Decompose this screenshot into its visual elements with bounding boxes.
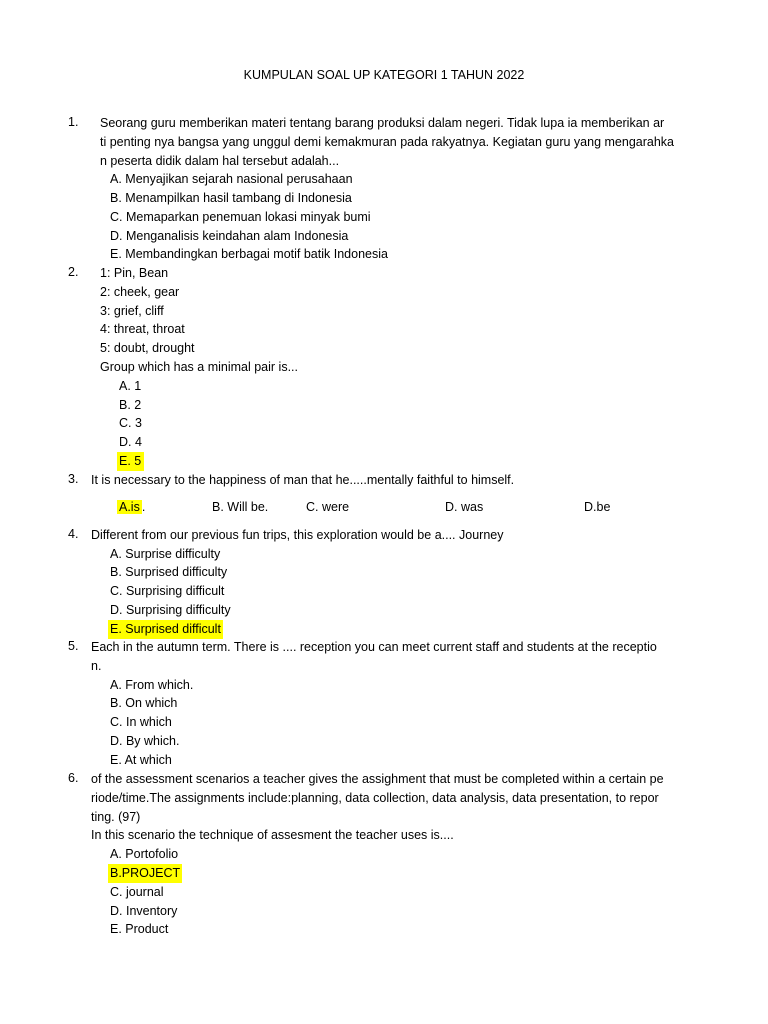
question-text-line: 4: threat, throat (100, 322, 185, 336)
option-e: E. Product (110, 922, 169, 936)
option-e: E. At which (110, 753, 172, 767)
option-a: A. From which. (110, 678, 194, 692)
option-d: D. Surprising difficulty (110, 603, 231, 617)
option-b: B. Surprised difficulty (110, 565, 228, 579)
question-number: 6. (68, 771, 79, 785)
option-a (117, 498, 145, 517)
question-number: 2. (68, 265, 79, 279)
question-text-line: Each in the autumn term. There is .... reception you can meet current staff and students at the receptio (91, 640, 657, 654)
option-a: A. Surprise difficulty (110, 547, 221, 561)
option-d: D. By which. (110, 734, 180, 748)
question-text-line: Different from our previous fun trips, this exploration would be a.... Journey (91, 528, 504, 542)
question-text-line: 1: Pin, Bean (100, 266, 169, 280)
question-number: 5. (68, 639, 79, 653)
question-number: 4. (68, 527, 79, 541)
question-text-line: In this scenario the technique of assesment the teacher uses is.... (91, 828, 454, 842)
option-d: D. Inventory (110, 904, 178, 918)
question-text-line: Seorang guru memberikan materi tentang barang produksi dalam negeri. Tidak lupa ia memberikan ar (100, 116, 665, 130)
question-text-line: 2: cheek, gear (100, 285, 180, 299)
question-number: 1. (68, 115, 79, 129)
option-a-period: . (141, 500, 146, 514)
question-text-line: Group which has a minimal pair is... (100, 360, 298, 374)
option-e-highlighted: E. 5 (117, 452, 144, 471)
document-title: KUMPULAN SOAL UP KATEGORI 1 TAHUN 2022 (243, 68, 525, 82)
question-number: 3. (68, 472, 79, 486)
question-text-line: of the assessment scenarios a teacher gives the assighment that must be completed within a certain pe (91, 772, 664, 786)
option-a-highlighted: A.is (119, 500, 140, 514)
option-c: C. Memaparkan penemuan lokasi minyak bumi (110, 210, 371, 224)
option-e-highlighted: E. Surprised difficult (108, 620, 223, 639)
question-text-line: ti penting nya bangsa yang unggul demi kemakmuran pada rakyatnya. Kegiatan guru yang mengarahka (100, 135, 674, 149)
option-e: E. Membandingkan berbagai motif batik Indonesia (110, 247, 388, 261)
question-text-line: 5: doubt, drought (100, 341, 195, 355)
option-b-highlighted: B.PROJECT (108, 864, 182, 883)
option-c: C. Surprising difficult (110, 584, 225, 598)
option-c: C. journal (110, 885, 164, 899)
option-d: D. was (445, 500, 484, 514)
question-text-line: n. (91, 659, 102, 673)
question-text-line: 3: grief, cliff (100, 304, 164, 318)
question-text-line: riode/time.The assignments include:planning, data collection, data analysis, data presentation, to repor (91, 791, 659, 805)
option-b: B. Menampilkan hasil tambang di Indonesia (110, 191, 352, 205)
option-a: A. Portofolio (110, 847, 179, 861)
option-b: B. 2 (119, 398, 142, 412)
option-d: D. 4 (119, 435, 142, 449)
question-text-line: n peserta didik dalam hal tersebut adalah... (100, 154, 340, 168)
option-c: C. In which (110, 715, 172, 729)
option-e: D.be (584, 500, 611, 514)
question-text-line: It is necessary to the happiness of man that he.....mentally faithful to himself. (91, 473, 515, 487)
option-c: C. 3 (119, 416, 142, 430)
option-a: A. Menyajikan sejarah nasional perusahaan (110, 172, 353, 186)
option-b: B. Will be. (212, 500, 269, 514)
question-text-line: ting. (97) (91, 810, 141, 824)
option-b: B. On which (110, 696, 178, 710)
option-a: A. 1 (119, 379, 142, 393)
option-d: D. Menganalisis keindahan alam Indonesia (110, 229, 349, 243)
option-c: C. were (306, 500, 350, 514)
